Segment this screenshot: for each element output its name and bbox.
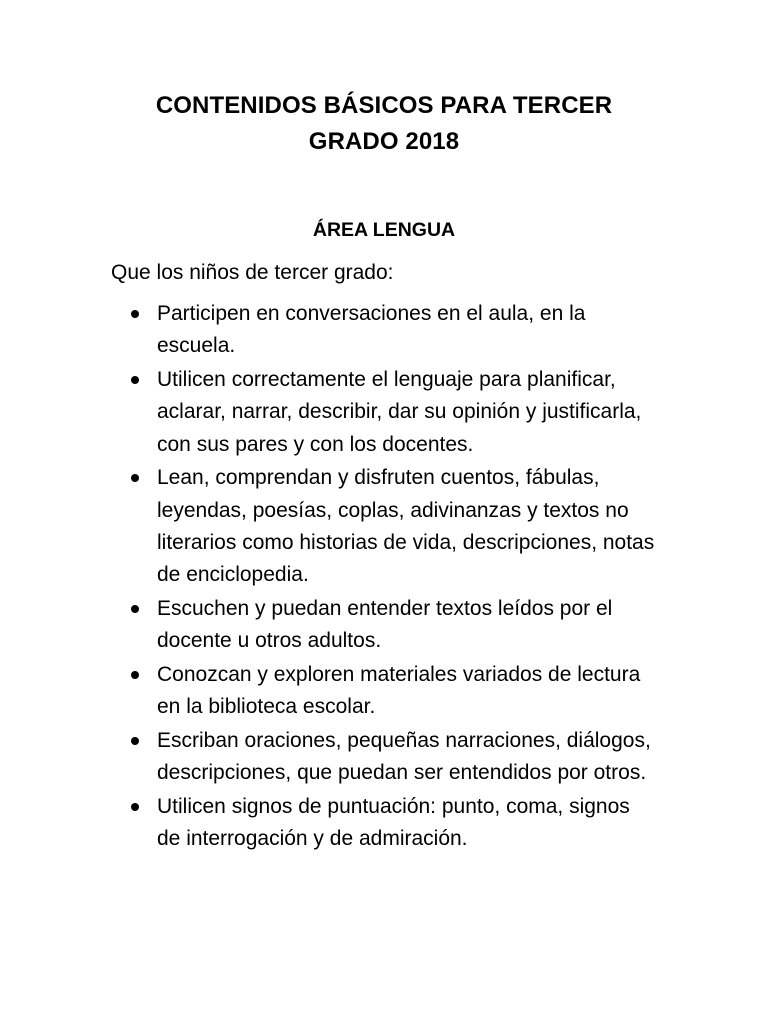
- list-item: [0, 791, 657, 856]
- list-item: [0, 364, 657, 461]
- document-title: [84, 88, 684, 160]
- bullet-icon: [131, 803, 139, 811]
- list-item-text: Utilicen correctamente el lenguaje para planificar, aclarar, narrar, describir, dar su opinión y justificarla, con sus pares y con los docentes.: [157, 367, 642, 456]
- list-item-text: Escriban oraciones, pequeñas narraciones, diálogos, descripciones, que puedan ser entendidos por otros.: [157, 728, 651, 785]
- list-item: [0, 725, 657, 790]
- bullet-icon: [131, 474, 139, 482]
- list-item-text: Conozcan y exploren materiales variados de lectura en la biblioteca escolar.: [157, 662, 641, 719]
- title-line-1: CONTENIDOS BÁSICOS PARA TERCER: [155, 92, 613, 119]
- title-line-2: GRADO 2018: [308, 128, 460, 155]
- bullet-icon: [131, 737, 139, 745]
- list-item: [0, 298, 657, 363]
- list-item: [0, 593, 657, 658]
- section-heading: ÁREA LENGUA: [312, 219, 456, 241]
- list-item: [0, 659, 657, 724]
- content-list: [0, 298, 768, 857]
- list-item-text: Participen en conversaciones en el aula, en la escuela.: [157, 302, 586, 358]
- list-item: [0, 462, 657, 591]
- intro-text: Que los niños de tercer grado:: [111, 261, 394, 284]
- bullet-icon: [131, 605, 139, 613]
- list-item-text: Escuchen y puedan entender textos leídos por el docente u otros adultos.: [157, 596, 613, 653]
- list-item-text: Utilicen signos de puntuación: punto, coma, signos de interrogación y de admiración.: [157, 794, 630, 851]
- bullet-icon: [131, 376, 139, 384]
- bullet-icon: [131, 671, 139, 679]
- bullet-icon: [131, 310, 139, 318]
- list-item-text: Lean, comprendan y disfruten cuentos, fábulas, leyendas, poesías, coplas, adivinanzas y textos no literarios como historias de vida, descripciones, notas de enciclopedia.: [157, 466, 655, 587]
